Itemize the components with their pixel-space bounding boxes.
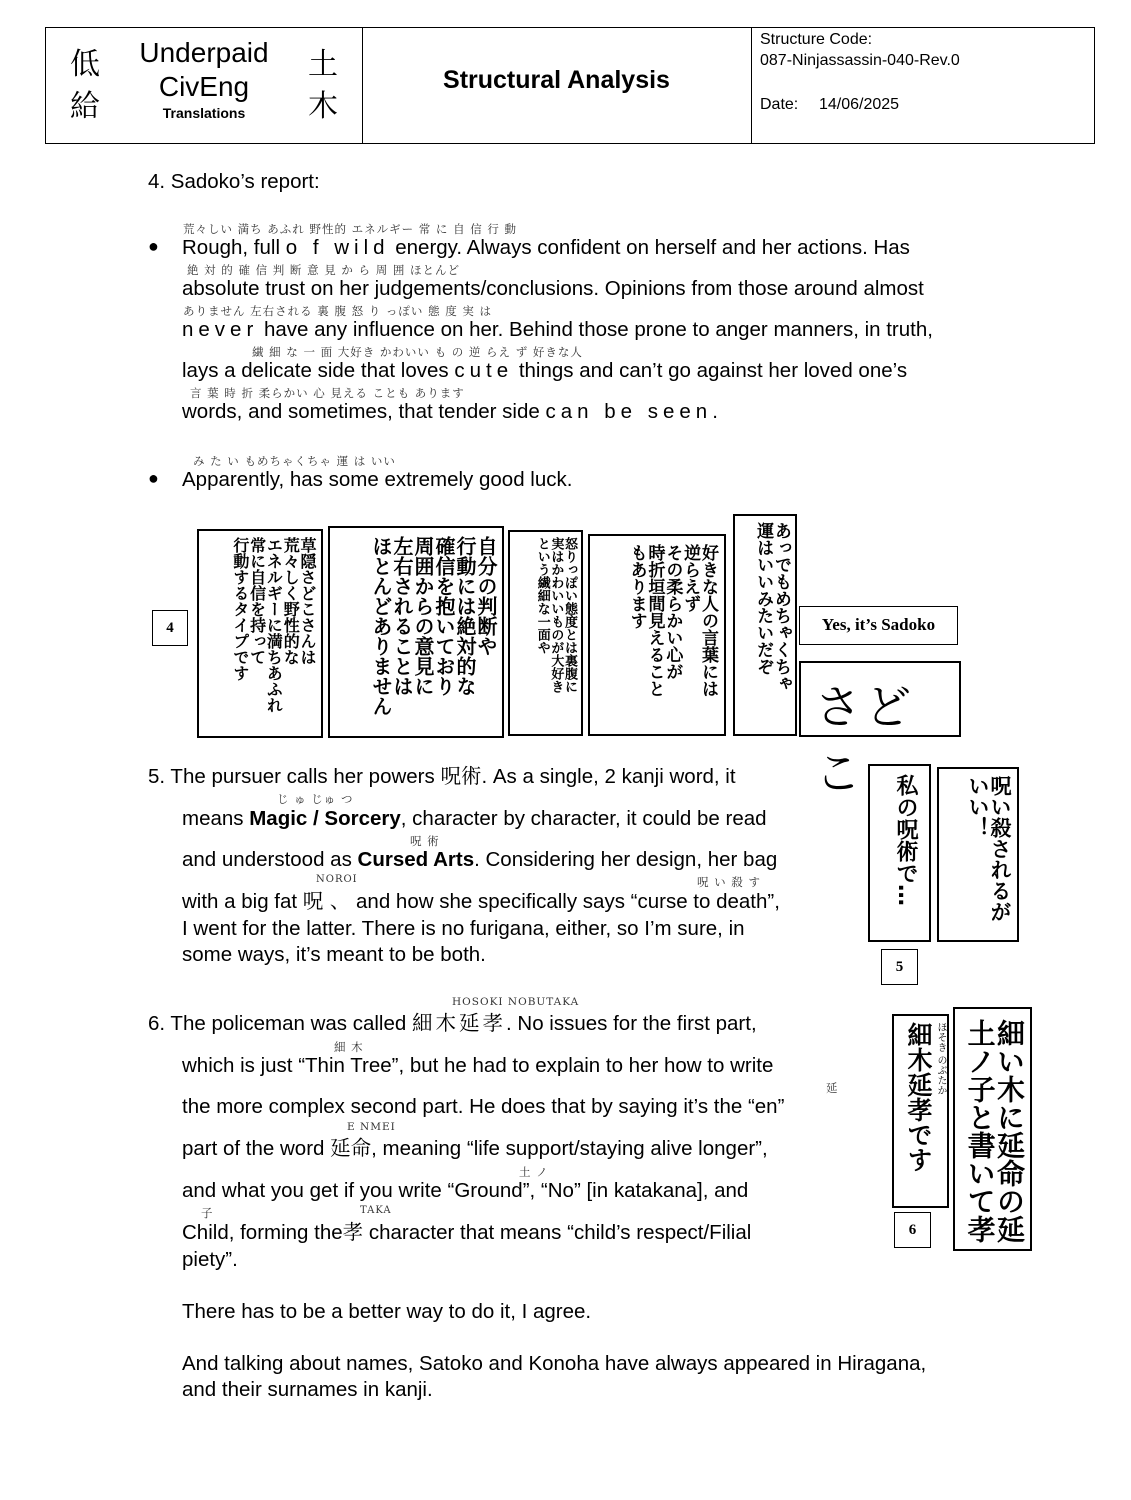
furigana-line: E NMEI xyxy=(347,1121,396,1133)
paragraph-line: and understood as Cursed Arts. Considering her design, her bag xyxy=(182,848,778,871)
furigana-line: ありません 左右される 裏 腹 怒 り っぽい 態 度 実 は xyxy=(183,304,493,318)
paragraph-line: And talking about names, Satoko and Konoha have always appeared in Hiragana, xyxy=(182,1352,927,1375)
paragraph-line: never have any influence on her. Behind those prone to anger manners, in truth, xyxy=(182,318,933,341)
furigana-line: じ ゅ じゅ つ xyxy=(277,792,354,806)
furigana-line: HOSOKI NOBUTAKA xyxy=(452,996,580,1008)
paragraph-line: Child, forming the孝 character that means “child’s respect/Filial xyxy=(182,1220,752,1244)
structure-code-label: Structure Code: xyxy=(760,31,873,48)
bullet: ● xyxy=(148,236,159,256)
vertical-text: 私の呪術で… xyxy=(893,774,918,906)
manga-panel xyxy=(892,1014,949,1208)
logo-line-1: Underpaid xyxy=(139,37,269,68)
title-cell xyxy=(362,28,752,143)
logo-kanji-right-bottom: 木 xyxy=(308,89,338,124)
vertical-text: 草隠さどこさんは 荒々しく野性的な エネルギーに満ちあふれ 常に自信を持って 行動するタイプです xyxy=(230,537,317,713)
vertical-text: あっでもめちゃくちゃ 運はいいみたいだぞ xyxy=(753,522,791,692)
paragraph-line: some ways, it’s meant to be both. xyxy=(182,943,486,966)
caption-text: Yes, it’s Sadoko xyxy=(821,615,936,634)
manga-panel xyxy=(868,764,931,942)
name-panel xyxy=(799,661,961,800)
manga-panel xyxy=(588,534,726,736)
furigana-line: 土 ノ xyxy=(519,1165,549,1179)
ruby-text: ほそき のぶたか xyxy=(935,1022,946,1096)
logo-subtitle: Translations xyxy=(162,105,246,121)
paragraph-line: the more complex second part. He does that by saying it’s the “en” xyxy=(182,1095,785,1118)
manga-panel xyxy=(733,514,797,736)
logo-line-2: CivEng xyxy=(158,71,250,102)
paragraph-line: and their surnames in kanji. xyxy=(182,1378,433,1401)
document-title: Structural Analysis xyxy=(443,66,670,94)
caption-box xyxy=(799,606,958,645)
meta-cell xyxy=(751,28,1094,143)
paragraph-line: I went for the latter. There is no furigana, either, so I’m sure, in xyxy=(182,917,745,940)
paragraph-line: with a big fat 呪 、 and how she specifically says “curse to death”, xyxy=(182,889,780,913)
logo-kanji-left-bottom: 給 xyxy=(70,89,100,124)
paragraph-line: 5. The pursuer calls her powers 呪術. As a single, 2 kanji word, it xyxy=(148,764,736,788)
date-label: Date: xyxy=(760,96,799,113)
paragraph-line: There has to be a better way to do it, I agree. xyxy=(182,1300,592,1323)
paragraph-line: which is just “Thin Tree”, but he had to explain to her how to write xyxy=(182,1054,774,1077)
manga-panel xyxy=(197,529,323,738)
panel-number-4: 4 xyxy=(152,610,188,646)
furigana-line: 子 xyxy=(201,1206,214,1220)
furigana-line: 細 木 xyxy=(334,1040,364,1054)
vertical-text: 呪い殺されるが いい！ xyxy=(965,775,1012,922)
manga-panel xyxy=(328,526,504,738)
paragraph-line: part of the word 延命, meaning “life support/staying alive longer”, xyxy=(182,1136,768,1160)
paragraph-line: and what you get if you write “Ground”, “No” [in katakana], and xyxy=(182,1179,749,1202)
bullet: ● xyxy=(148,468,159,488)
furigana-line: 延 xyxy=(826,1081,839,1095)
paragraph-line: lays a delicate side that loves cute things and can’t go against her loved one’s xyxy=(182,359,908,382)
vertical-text: 怒りっぽい態度とは裏腹に 実はかわいいものが大好き という繊細な一面や xyxy=(534,537,577,693)
logo-kanji-right-top: 土 xyxy=(308,47,338,82)
furigana-line: 荒々しい 満ち あふれ 野性的 エネルギー 常 に 自 信 行 動 xyxy=(183,222,518,236)
manga-panel xyxy=(953,1007,1032,1251)
paragraph-line: absolute trust on her judgements/conclusions. Opinions from those around almost xyxy=(182,277,924,300)
manga-panel xyxy=(508,530,583,736)
furigana-line: み た い もめちゃくちゃ 運 は いい xyxy=(193,454,396,468)
furigana-line: TAKA xyxy=(360,1205,392,1216)
panel-number-5: 5 xyxy=(881,949,918,985)
furigana-line: 言 葉 時 折 柔らかい 心 見える ことも あります xyxy=(190,386,465,400)
paragraph-line: words, and sometimes, that tender side can be seen. xyxy=(182,400,723,423)
paragraph-line: piety”. xyxy=(182,1248,238,1271)
furigana-line: 絶 対 的 確 信 判 断 意 見 か ら 周 囲 ほとんど xyxy=(187,263,461,277)
paragraph-line: Rough, full o f wild energy. Always confident on herself and her actions. Has xyxy=(182,236,910,259)
paragraph-line: means Magic / Sorcery, character by character, it could be read xyxy=(182,807,767,830)
paragraph-line: Apparently, has some extremely good luck. xyxy=(182,468,573,491)
logo-kanji-left-top: 低 xyxy=(70,47,100,82)
vertical-text: 好きな人の言葉には 逆らえず その柔らかい心が 時折垣間見えること もあります xyxy=(626,544,718,697)
paragraph-line: 6. The policeman was called 細木延孝. No issues for the first part, xyxy=(148,1011,757,1035)
manga-panel xyxy=(937,767,1019,942)
furigana-line: 呪 い 殺 す xyxy=(697,875,761,889)
vertical-text: 細木延孝です xyxy=(904,1022,933,1172)
panel-number-6: 6 xyxy=(894,1212,931,1248)
section-4-heading: 4. Sadoko’s report: xyxy=(148,170,320,193)
name-text: さどこ xyxy=(815,680,915,800)
structure-code-value: 087-Ninjassassin-040-Rev.0 xyxy=(760,52,960,69)
logo-cell xyxy=(46,28,363,143)
furigana-line: 呪 術 xyxy=(410,834,440,848)
document-header xyxy=(45,27,1095,144)
vertical-text: 自分の判断や 行動には絶対的な 確信を抱いており 周囲からの意見に 左右されることは ほとんどありません xyxy=(369,536,498,716)
vertical-text: 細い木に延命の延 土ノ子と書いて孝 xyxy=(963,1019,1026,1243)
date-value: 14/06/2025 xyxy=(819,96,900,113)
furigana-line: 繊 細 な 一 面 大好き かわいい も の 逆 らえ ず 好きな人 xyxy=(252,345,583,359)
furigana-line: NOROI xyxy=(316,874,358,885)
